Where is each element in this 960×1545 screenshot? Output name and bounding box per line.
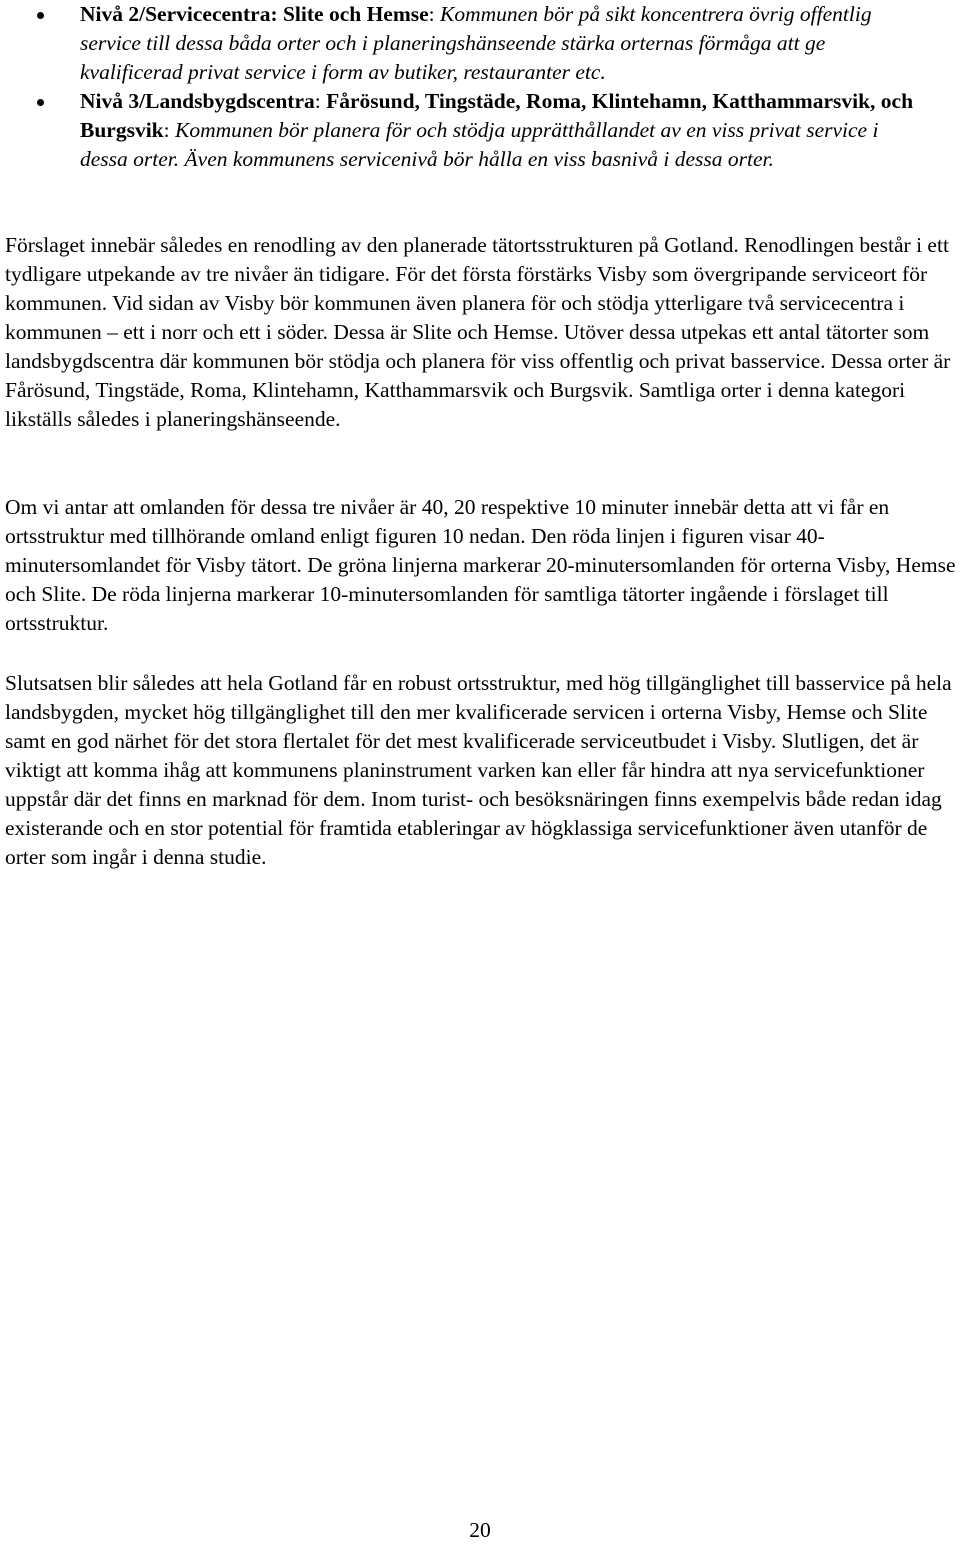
- bullet-list: [0, 0, 960, 174]
- page-number: 20: [469, 1518, 491, 1542]
- bullet-text: Kommunen bör planera för och stödja upprätthållandet av en viss privat service i dessa orter. Även kommunens servicenivå bör hålla en viss basnivå i dessa orter.: [80, 118, 879, 171]
- bullet-separator: :: [314, 89, 327, 113]
- bullet-heading: Nivå 2/Servicecentra: Slite och Hemse: [80, 2, 429, 26]
- bullet-icon: [37, 12, 44, 19]
- bullet-separator: :: [428, 2, 441, 26]
- paragraph-forslaget: Förslaget innebär således en renodling av den planerade tätortsstrukturen på Gotland. Renodlingen består i ett tydligare utpekande av tre nivåer än tidigare. För det första förstärks Visby som övergripande serviceort för kommunen. Vid sidan av Visby bör kommunen även planera för och stödja ytterligare två servicecentra i kommunen – ett i norr och ett i söder. Dessa är Slite och Hemse. Utöver dessa utpekas ett antal tätorter som landsbygdscentra där kommunen bör stödja och planera för viss offentlig och privat basservice. Dessa orter är Fårösund, Tingstäde, Roma, Klintehamn, Katthammarsvik och Burgsvik. Samtliga orter i denna kategori likställs således i planeringshänseende.: [5, 233, 951, 431]
- bullet-places: Fårösund, Tingstäde, Roma, Klintehamn, Katthammarsvik, och Burgsvik: [80, 89, 914, 142]
- bullet-icon: [37, 99, 44, 106]
- bullet-text: Kommunen bör på sikt koncentrera övrig offentlig service till dessa båda orter och i planeringshänseende stärka orternas förmåga att ge kvalificerad privat service i form av butiker, restauranter etc.: [80, 2, 872, 84]
- paragraph-slutsatsen: Slutsatsen blir således att hela Gotland får en robust ortsstruktur, med hög tillgänglighet till basservice på hela landsbygden, mycket hög tillgänglighet till den mer kvalificerade servicen i orterna Visby, Hemse och Slite samt en god närhet för det stora flertalet för det mest kvalificerade serviceutbudet i Visby. Slutligen, det är viktigt att komma ihåg att kommunens planinstrument varken kan eller får hindra att nya servicefunktioner uppstår där det finns en marknad för dem. Inom turist- och besöksnäringen finns exempelvis både redan idag existerande och en stor potential för framtida etableringar av högklassiga servicefunktioner även utanför de orter som ingår i denna studie.: [5, 671, 952, 869]
- bullet-separator: :: [163, 118, 175, 142]
- paragraph-omlanden: Om vi antar att omlanden för dessa tre nivåer är 40, 20 respektive 10 minuter innebär detta att vi får en ortsstruktur med tillhörande omland enligt figuren 10 nedan. Den röda linjen i figuren visar 40-minutersomlandet för Visby tätort. De gröna linjerna markerar 20-minutersomlanden för orterna Visby, Hemse och Slite. De röda linjerna markerar 10-minutersomlanden för samtliga tätorter ingående i förslaget till ortsstruktur.: [5, 495, 956, 635]
- bullet-heading: Nivå 3/Landsbygdscentra: [80, 89, 315, 113]
- bullet-item-level-2: [0, 0, 960, 87]
- bullet-item-level-3: [0, 87, 960, 174]
